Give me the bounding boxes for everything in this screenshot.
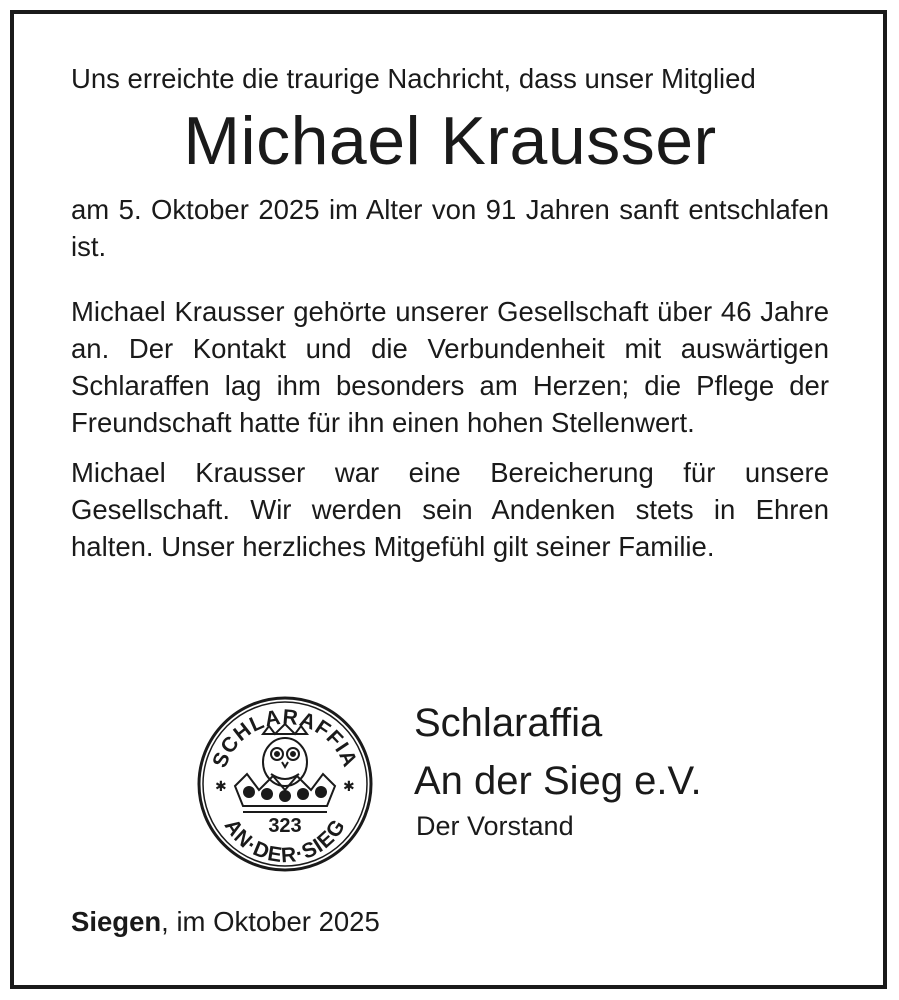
date-text: , im Oktober 2025 — [161, 906, 380, 937]
seal-top-text: SCHLARAFFIA — [208, 705, 362, 771]
obituary-notice — [71, 60, 829, 937]
tribute-paragraph-2: Michael Krausser war eine Bereicherung für unsere Gesellschaft. Wir werden sein Andenken stets in Ehren halten. Unser herzliches Mitgefühl gilt seiner Familie. — [71, 457, 829, 562]
place-name: Siegen — [71, 906, 162, 937]
seal-number: 323 — [268, 815, 302, 837]
organization-role: Der Vorstand — [416, 811, 574, 841]
deceased-name: Michael Krausser — [183, 103, 717, 179]
place-date — [71, 903, 380, 940]
organization-line-1: Schlaraffia — [414, 701, 603, 745]
seal-bottom-text: AN·DER·SIEG — [219, 814, 351, 868]
svg-text:✱: ✱ — [343, 779, 355, 795]
signature-block — [71, 680, 829, 880]
svg-text:✱: ✱ — [215, 779, 227, 795]
owl-crown-seal-icon — [195, 694, 375, 874]
intro-text: Uns erreichte die traurige Nachricht, dass unser Mitglied — [71, 63, 756, 94]
tribute-paragraph-1: Michael Krausser gehörte unserer Gesellschaft über 46 Jahre an. Der Kontakt und die Verbundenheit mit auswärtigen Schlaraffen lag ihm besonders am Herzen; die Pflege der Freundschaft hatte für ihn einen hohen Stellenwert. — [71, 296, 829, 438]
death-text: am 5. Oktober 2025 im Alter von 91 Jahren sanft entschlafen ist. — [71, 194, 829, 262]
organization-line-2: An der Sieg e.V. — [414, 759, 702, 803]
organization-name — [414, 694, 702, 810]
